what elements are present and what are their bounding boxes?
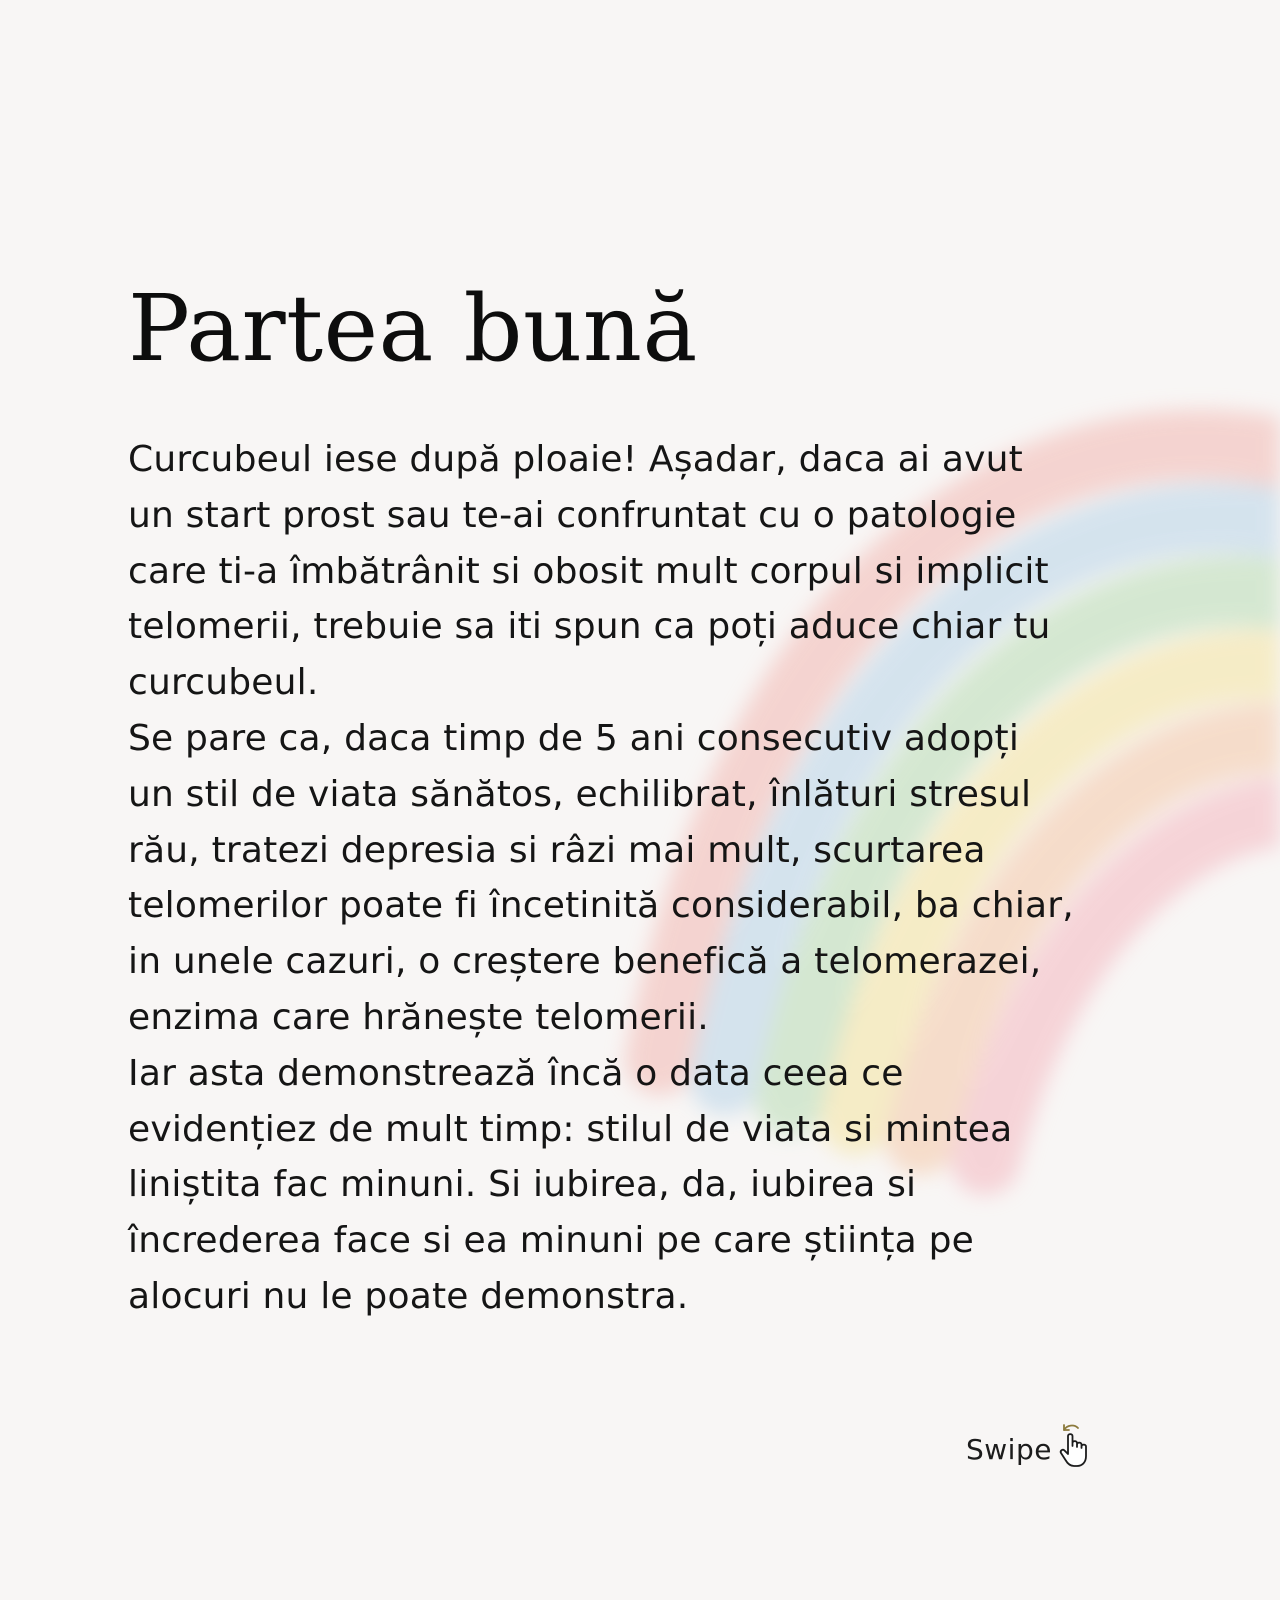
body-paragraph xyxy=(128,432,1168,1325)
swipe-label: Swipe xyxy=(966,1432,1052,1466)
swipe-hint[interactable] xyxy=(966,1428,1098,1470)
body-line: curcubeul. xyxy=(128,662,319,704)
body-line: un start prost sau te-ai confruntat cu o patologie xyxy=(128,494,1017,536)
body-line: încrederea face si ea minuni pe care știința pe xyxy=(128,1220,974,1262)
body-line: rău, tratezi depresia si râzi mai mult, scurtarea xyxy=(128,829,986,871)
body-line: care ti-a îmbătrânit si obosit mult corpul si implicit xyxy=(128,550,1049,592)
body-line: Iar asta demonstrează încă o data ceea ce xyxy=(128,1052,904,1094)
body-line: alocuri nu le poate demonstra. xyxy=(128,1275,689,1317)
body-line: Se pare ca, daca timp de 5 ani consecutiv adopți xyxy=(128,717,1020,759)
body-line: telomerii, trebuie sa iti spun ca poți aduce chiar tu xyxy=(128,606,1051,648)
page-title: Partea bună xyxy=(128,275,698,382)
body-line: enzima care hrănește telomerii. xyxy=(128,996,709,1038)
body-line: un stil de viata sănătos, echilibrat, înlături stresul xyxy=(128,773,1032,815)
body-line: Curcubeul iese după ploaie! Așadar, daca ai avut xyxy=(128,439,1023,480)
body-line: evidențiez de mult timp: stilul de viata si mintea xyxy=(128,1108,1013,1150)
body-line: in unele cazuri, o creștere benefică a telomerazei, xyxy=(128,941,1042,983)
hand-pointer-icon xyxy=(1054,1422,1098,1470)
body-line: liniștita fac minuni. Si iubirea, da, iubirea si xyxy=(128,1164,917,1206)
body-line: telomerilor poate fi încetinită considerabil, ba chiar, xyxy=(128,885,1074,927)
